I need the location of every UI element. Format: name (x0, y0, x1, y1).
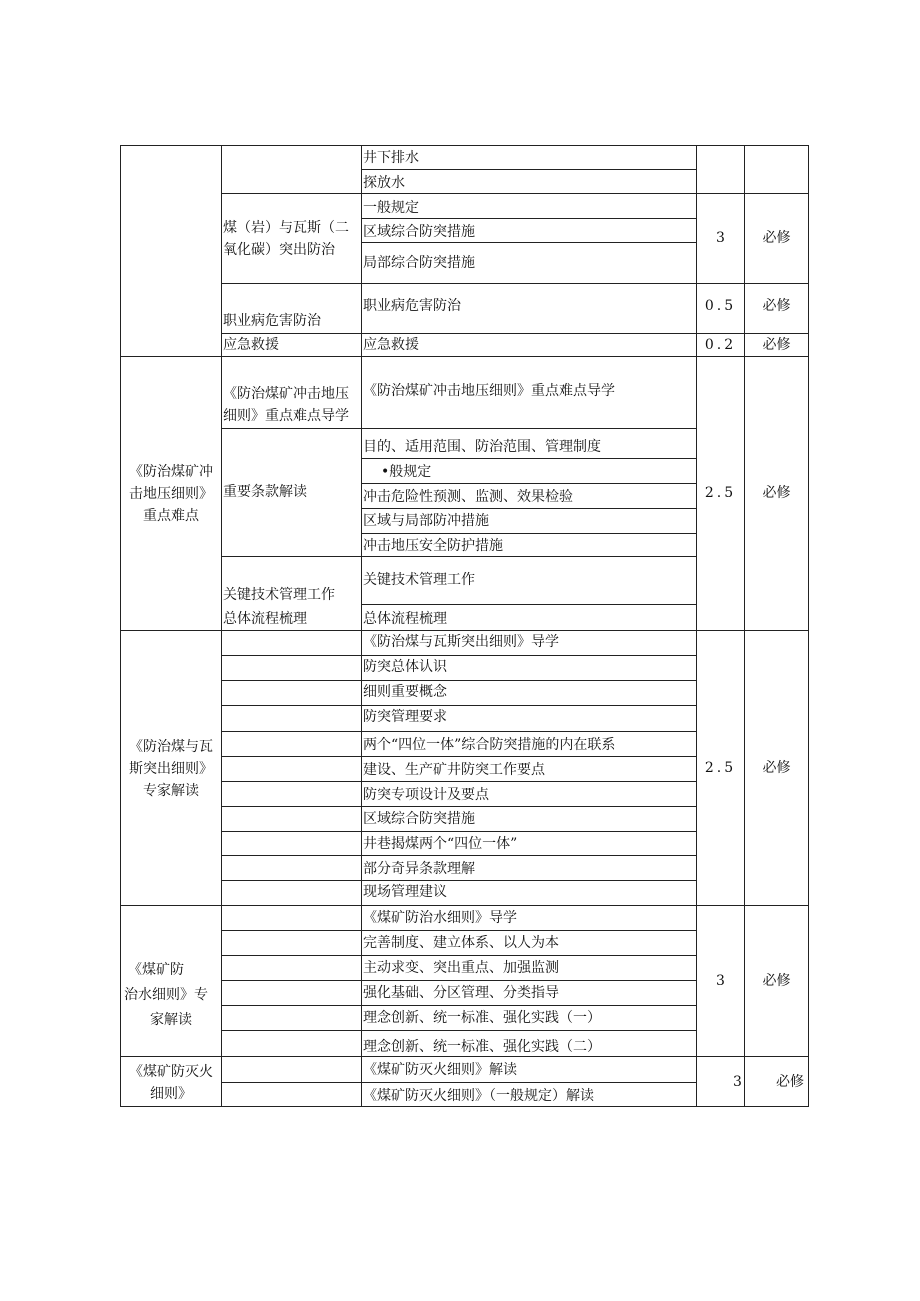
row-divider (221, 333, 809, 334)
topic-cell: 建设、生产矿井防突工作要点 (363, 762, 545, 778)
row-divider (221, 428, 697, 429)
section-divider (120, 630, 809, 631)
topic-cell: 防突专项设计及要点 (363, 787, 489, 803)
module-cell: 细则》重点难点导学 (223, 408, 349, 424)
row-divider (221, 655, 697, 656)
course-title: 家解读 (150, 1012, 192, 1028)
table-border-bottom (120, 1106, 809, 1107)
hours-cell: 3 (716, 230, 725, 246)
row-divider (221, 1082, 697, 1083)
course-type-cell: 必修 (762, 760, 791, 776)
table-border-top (120, 145, 809, 146)
topic-cell: 总体流程梳理 (363, 611, 447, 627)
module-cell: 职业病危害防治 (223, 313, 321, 329)
row-divider (361, 458, 697, 459)
topic-cell: 《煤矿防灭火细则》解读 (363, 1062, 517, 1078)
course-title: 《煤矿防 (128, 962, 184, 978)
topic-cell: 《防治煤与瓦斯突出细则》导学 (363, 634, 559, 650)
course-title: 斯突出细则》 (129, 761, 213, 777)
topic-cell: 冲击地压安全防护措施 (363, 538, 503, 554)
module-cell: 应急救援 (223, 337, 279, 353)
topic-cell: 部分奇异条款理解 (363, 861, 475, 877)
table-border-left (120, 145, 121, 1107)
topic-cell: 目的、适用范围、防治范围、管理制度 (363, 439, 601, 455)
section-divider (120, 905, 809, 906)
row-divider (221, 756, 697, 757)
row-divider (221, 880, 697, 881)
hours-cell: 2.5 (704, 485, 737, 501)
course-type-cell: 必修 (762, 973, 791, 989)
row-divider (361, 604, 697, 605)
topic-cell: 细则重要概念 (363, 684, 447, 700)
section-divider (120, 356, 809, 357)
column-divider (696, 630, 697, 1107)
course-title: 《防治煤与瓦 (129, 739, 213, 755)
column-divider (696, 145, 697, 662)
column-divider (361, 145, 362, 1107)
module-cell: 煤（岩）与瓦斯（二 (223, 220, 349, 236)
row-divider (221, 831, 697, 832)
row-divider (221, 705, 697, 706)
hours-cell: 3 (733, 1074, 742, 1090)
topic-cell: 《煤矿防灭火细则》（一般规定）解读 (363, 1088, 594, 1104)
course-title: 《防治煤矿冲 (129, 464, 213, 480)
row-divider (221, 193, 809, 194)
module-cell: 《防治煤矿冲击地压 (223, 386, 349, 402)
row-divider (221, 806, 697, 807)
row-divider (221, 1030, 697, 1031)
row-divider (221, 283, 809, 284)
column-divider (744, 145, 745, 1107)
course-title: 专家解读 (143, 783, 199, 799)
topic-cell: 理念创新、统一标准、强化实践（一） (363, 1010, 601, 1026)
course-title: 击地压细则》 (129, 486, 213, 502)
course-title: 治水细则》专 (124, 987, 208, 1003)
row-divider (221, 955, 697, 956)
topic-cell: 冲击危险性预测、监测、效果检验 (363, 489, 573, 505)
course-type-cell: 必修 (762, 298, 791, 314)
row-divider (361, 218, 697, 219)
module-cell: 总体流程梳理 (223, 611, 307, 627)
topic-cell: 一般规定 (363, 200, 419, 216)
topic-cell: 区域与局部防冲措施 (363, 513, 489, 529)
topic-cell: 井下排水 (363, 150, 419, 166)
row-divider (361, 242, 697, 243)
topic-cell: 两个“四位一体”综合防突措施的内在联系 (363, 737, 616, 753)
hours-cell: 0.5 (704, 298, 737, 314)
topic-cell: 《煤矿防治水细则》导学 (363, 910, 517, 926)
row-divider (221, 556, 697, 557)
topic-cell: 局部综合防突措施 (363, 255, 475, 271)
topic-cell: 应急救援 (363, 337, 419, 353)
row-divider (221, 930, 697, 931)
module-cell: 氧化碳）突出防治 (223, 242, 335, 258)
topic-cell: 井巷揭煤两个“四位一体” (363, 836, 518, 852)
course-title: 重点难点 (143, 508, 199, 524)
topic-cell: 区域综合防突措施 (363, 224, 475, 240)
topic-cell: 完善制度、建立体系、以人为本 (363, 935, 559, 951)
row-divider (361, 508, 697, 509)
course-type-cell: 必修 (762, 230, 791, 246)
row-divider (221, 1005, 697, 1006)
row-divider (221, 781, 697, 782)
topic-cell: 防突管理要求 (363, 709, 447, 725)
column-divider (221, 145, 222, 1107)
row-divider (361, 483, 697, 484)
course-type-cell: 必修 (776, 1074, 804, 1090)
topic-cell: 主动求变、突出重点、加强监测 (363, 960, 559, 976)
row-divider (221, 855, 697, 856)
topic-cell: 关键技术管理工作 (363, 572, 475, 588)
topic-cell: 区域综合防突措施 (363, 811, 475, 827)
row-divider (361, 533, 697, 534)
row-divider (361, 169, 697, 170)
row-divider (221, 680, 697, 681)
topic-cell: 探放水 (363, 175, 405, 191)
hours-cell: 0.2 (704, 337, 737, 353)
topic-cell: 《防治煤矿冲击地压细则》重点难点导学 (363, 383, 615, 399)
row-divider (221, 980, 697, 981)
row-divider (221, 731, 697, 732)
hours-cell: 3 (716, 973, 725, 989)
topic-cell: 职业病危害防治 (363, 298, 461, 314)
topic-cell: •般规定 (381, 464, 432, 480)
course-title: 《煤矿防灭火 (129, 1064, 213, 1080)
topic-cell: 现场管理建议 (363, 884, 447, 900)
table-border-right (808, 145, 809, 1107)
topic-cell: 理念创新、统一标准、强化实践（二） (363, 1039, 601, 1055)
topic-cell: 防突总体认识 (363, 659, 447, 675)
module-cell: 关键技术管理工作 (223, 587, 335, 603)
course-title: 细则》 (150, 1086, 192, 1102)
module-cell: 重要条款解读 (223, 484, 307, 500)
course-type-cell: 必修 (762, 337, 791, 353)
course-type-cell: 必修 (762, 485, 791, 501)
hours-cell: 2.5 (704, 760, 737, 776)
section-divider (120, 1056, 809, 1057)
topic-cell: 强化基础、分区管理、分类指导 (363, 985, 559, 1001)
